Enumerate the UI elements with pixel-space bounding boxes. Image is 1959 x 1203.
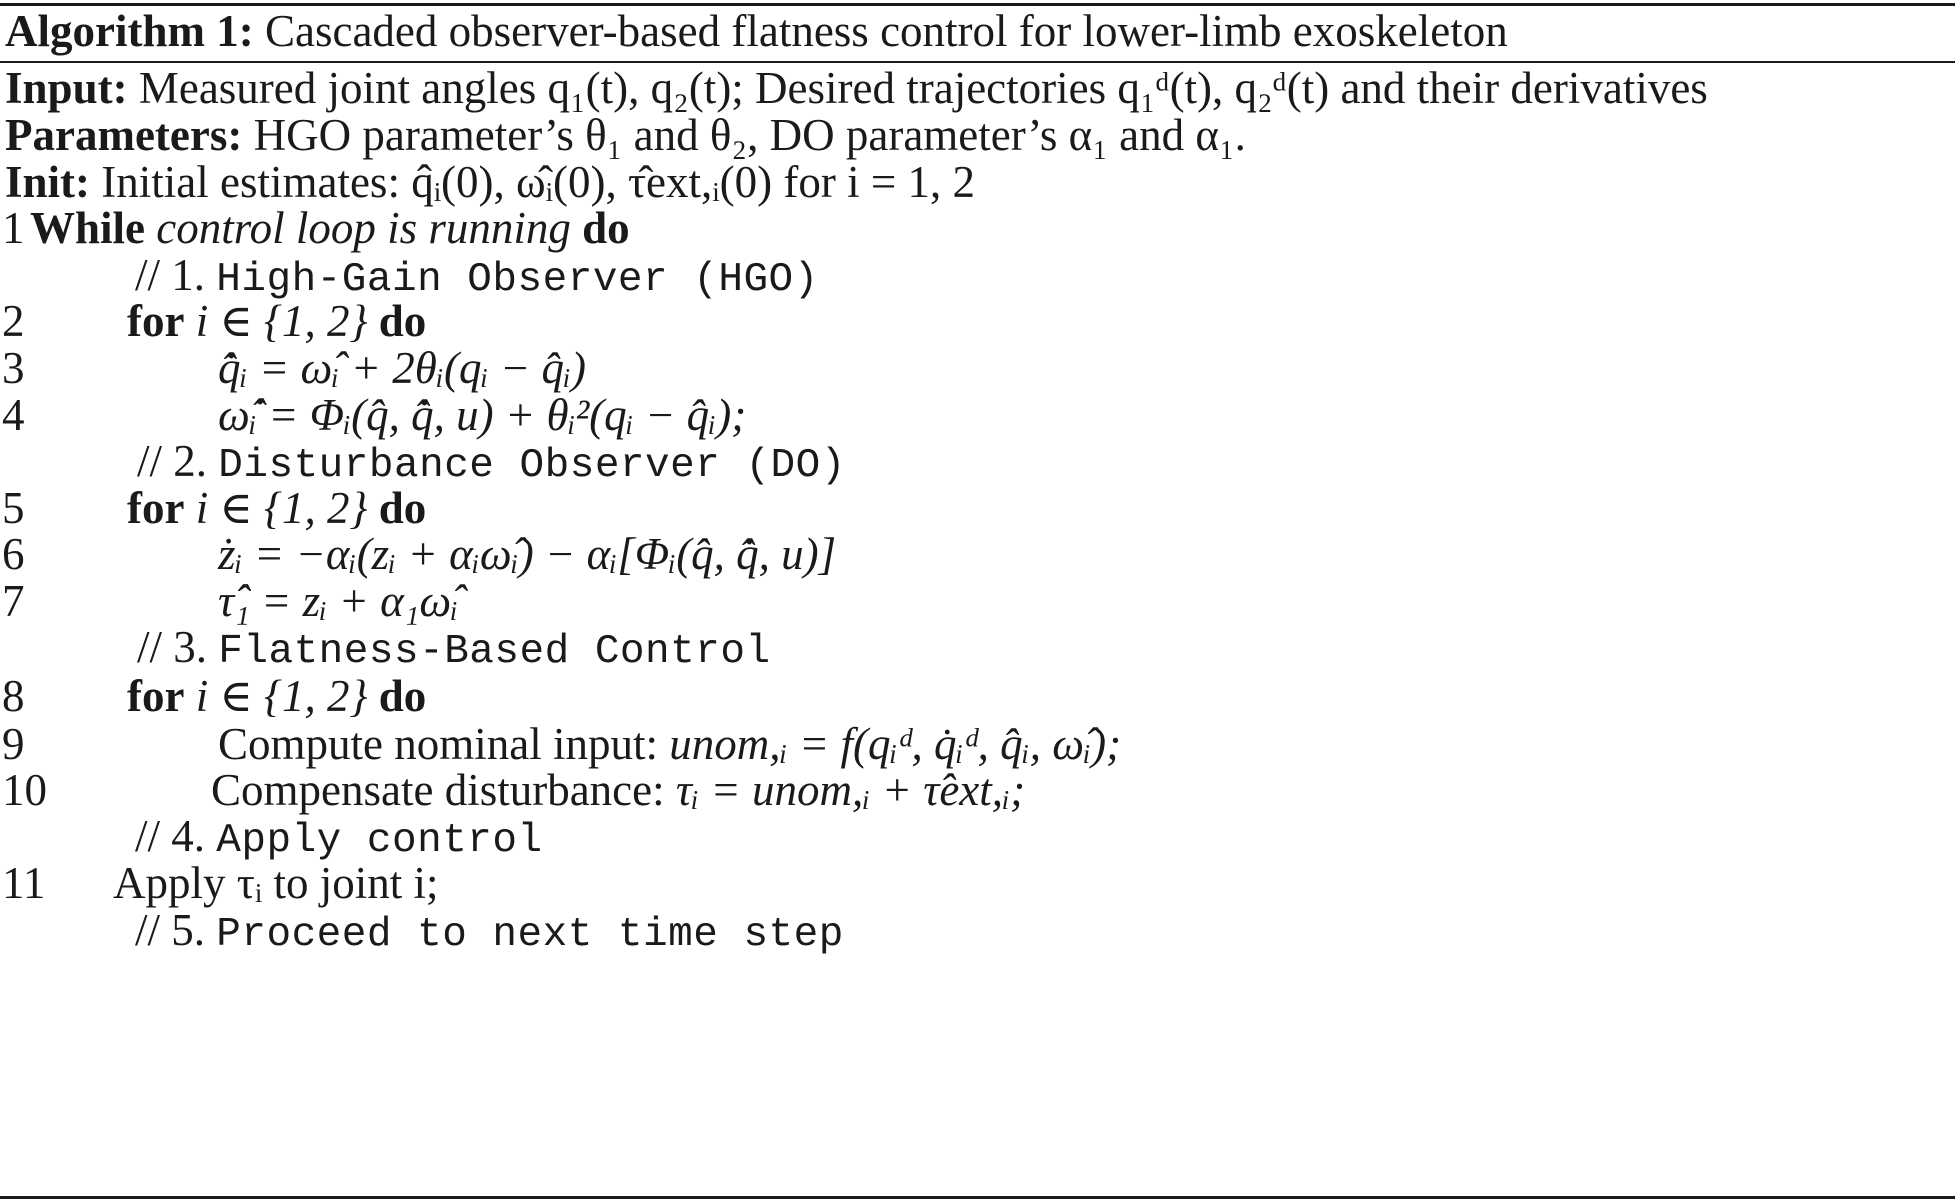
line-number: 3 (2, 343, 25, 393)
line-number: 8 (2, 671, 25, 721)
for-range: i ∈ {1, 2} (195, 671, 368, 721)
keyword-for: for (127, 483, 185, 533)
comment-text: High-Gain Observer (HGO) (216, 257, 819, 303)
comment-prefix: // 2. (137, 436, 208, 486)
for-range: i ∈ {1, 2} (195, 296, 368, 346)
algorithm-label: Algorithm 1: (5, 6, 254, 56)
input-text: Measured joint angles q₁(t), q₂(t); Desired trajectories q₁ᵈ(t), q₂ᵈ(t) and their derivatives (138, 63, 1708, 113)
line-number: 11 (2, 858, 46, 908)
line-number: 10 (2, 765, 47, 815)
comment-prefix: // 1. (135, 250, 206, 300)
algorithm-title (5, 2, 1508, 60)
comment (135, 901, 844, 964)
comment-prefix: // 5. (135, 905, 206, 955)
line-number: 7 (2, 576, 25, 626)
hgo-position-update: q̂̇ᵢ = ω̂ᵢ + 2θᵢ(qᵢ − q̂ᵢ) (218, 343, 587, 393)
comment-text: Apply control (216, 818, 543, 864)
hgo-velocity-update: ω̂̇ᵢ = Φᵢ(q̂, q̂̇, u) + θᵢ²(qᵢ − q̂ᵢ); (218, 390, 747, 440)
do-torque-estimate: τ̂̂₁ = zᵢ + α₁ω̂ᵢ (218, 576, 459, 626)
line-number: 9 (2, 719, 25, 769)
for-range: i ∈ {1, 2} (195, 483, 368, 533)
comment-text: Proceed to next time step (216, 912, 844, 958)
keyword-for: for (127, 671, 185, 721)
comment-prefix: // 4. (135, 811, 206, 861)
line-number: 6 (2, 529, 25, 579)
apply-step: Apply τᵢ to joint i; (113, 858, 439, 908)
line-number: 2 (2, 296, 25, 346)
init-label: Init: (5, 157, 91, 207)
parameters-label: Parameters: (5, 110, 243, 160)
keyword-do: do (378, 483, 427, 533)
keyword-do: do (378, 296, 427, 346)
loop-condition: control loop is running (156, 203, 571, 253)
parameters-text: HGO parameter’s θ₁ and θ₂, DO parameter’s α₁ and α₁. (253, 110, 1246, 160)
nominal-input-formula: unom,ᵢ = f(qᵢᵈ, q̇ᵢᵈ, q̂ᵢ, ω̂ᵢ); (669, 719, 1122, 769)
compensation-formula: τᵢ = unom,ᵢ + τ̂ext,ᵢ; (675, 765, 1026, 815)
line-number: 4 (2, 390, 25, 440)
keyword-do: do (378, 671, 427, 721)
bottom-rule (0, 1196, 1955, 1199)
comment-text: Flatness-Based Control (218, 629, 771, 675)
step-text: Compute nominal input: (218, 719, 658, 769)
line-number: 5 (2, 483, 25, 533)
keyword-while: While (30, 203, 146, 253)
line-number: 1 (2, 203, 25, 253)
comment-line-proceed (0, 901, 1955, 959)
algorithm-title-text: Cascaded observer-based flatness control for lower-limb exoskeleton (264, 6, 1508, 56)
init-text: Initial estimates: q̂ᵢ(0), ω̂ᵢ(0), τ̂ext,ᵢ(0) for i = 1, 2 (101, 157, 975, 207)
comment-text: Disturbance Observer (DO) (218, 443, 846, 489)
step-text: Compensate disturbance: (211, 765, 665, 815)
keyword-do: do (582, 203, 630, 253)
comment-prefix: // 3. (137, 622, 208, 672)
do-state-update: żᵢ = −αᵢ(zᵢ + αᵢω̂ᵢ) − αᵢ[Φᵢ(q̂, q̂̇, u)] (218, 529, 837, 579)
keyword-for: for (127, 296, 185, 346)
input-label: Input: (5, 63, 128, 113)
